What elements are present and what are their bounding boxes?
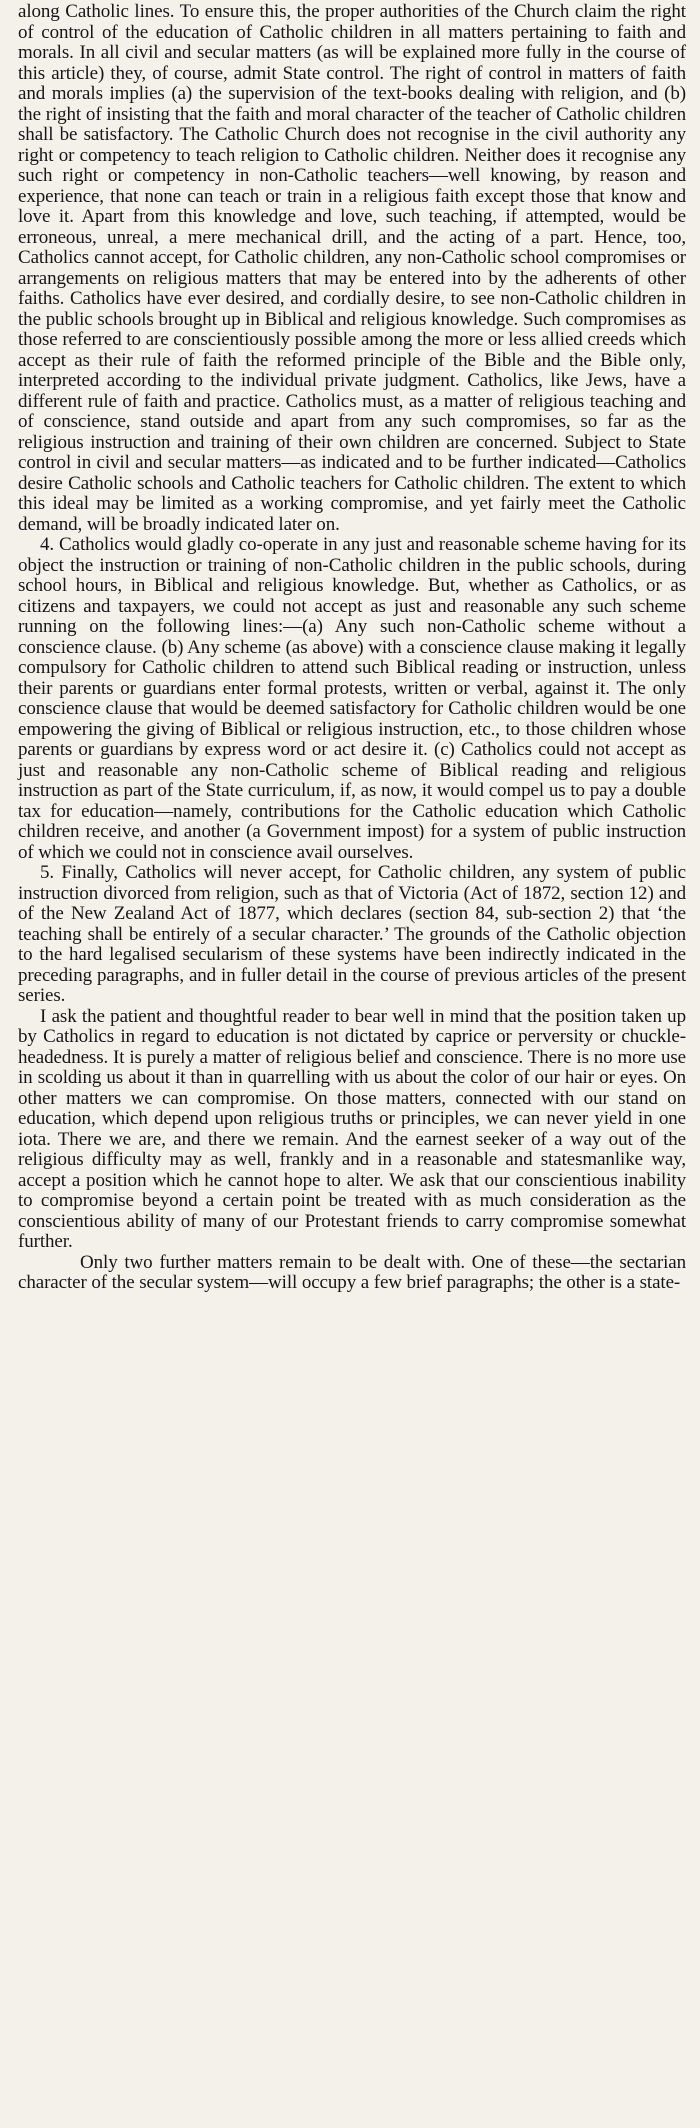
paragraph-religious-belief: I ask the patient and thoughtful reader to bear well in mind that the position taken up by Catholics in regard to education is not dictated by caprice or perversity or chuckle-headedness. It is purely a matter of religious belief and conscience. There is no more use in scolding us about it than in quarrelling with us about the color of our hair or eyes. On other matters we can compromise. On those matters, connected with our stand on education, which depend upon religious truths or principles, we can never yield in one iota. There we are, and there we remain. And the earnest seeker of a way out of the religious difficulty may as well, frankly and in a reasonable and statesmanlike way, accept a position which he cannot hope to alter. We ask that our conscientious inability to compromise beyond a certain point be treated with as much consideration as the conscientious ability of many of our Protestant friends to carry compromise somewhat further. xyxy=(18,1005,686,1252)
article-column xyxy=(18,2,686,1294)
paragraph-point-4: 4. Catholics would gladly co-operate in any just and reasonable scheme having for its object the instruction or training of non-Catholic children in the public schools, during school hours, in Biblical and religious knowledge. But, whether as Catholics, or as citizens and taxpayers, we could not accept as just and reasonable any such scheme running on the following lines:—(a) Any such non-Catholic scheme without a conscience clause. (b) Any scheme (as above) with a conscience clause making it legally compulsory for Catholic children to attend such Biblical reading or instruction, unless their parents or guardians enter formal protests, written or verbal, against it. The only conscience clause that would be deemed satisfactory for Catholic children would be one empowering the giving of Biblical or religious instruction, etc., to those children whose parents or guardians by express word or act desire it. (c) Catholics could not accept as just and reasonable any non-Catholic scheme of Biblical reading and religious instruction as part of the State curriculum, if, as now, it would compel us to pay a double tax for education—namely, contributions for the Catholic education which Catholic children receive, and another (a Government impost) for a system of public instruction of which we could not in conscience avail ourselves. xyxy=(18,534,686,863)
paragraph-further-matters: Only two further matters remain to be dealt with. One of these—the sectarian character of the secular system—will occupy a few brief paragraphs; the other is a state- xyxy=(18,1251,686,1293)
paragraph-catholic-control: along Catholic lines. To ensure this, the proper authorities of the Church claim the right of control of the education of Catholic children in all matters pertaining to faith and morals. In all civil and secular matters (as will be explained more fully in the course of this article) they, of course, admit State control. The right of control in matters of faith and morals implies (a) the supervision of the text-books dealing with religion, and (b) the right of insisting that the faith and moral character of the teacher of Catholic children shall be satisfactory. The Catholic Church does not recognise in the civil authority any right or competency to teach religion to Catholic children. Neither does it recognise any such right or competency in non-Catholic teachers—well knowing, by reason and experience, that none can teach or train in a religious faith except those that know and love it. Apart from this knowledge and love, such teaching, if attempted, would be erroneous, unreal, a mere mechanical drill, and the acting of a part. Hence, too, Catholics cannot accept, for Catholic children, any non-Catholic school compromises or arrangements on religious matters that may be entered into by the adherents of other faiths. Catholics have ever desired, and cordially desire, to see non-Catholic children in the public schools brought up in Biblical and religious knowledge. Such compromises as those referred to are conscientiously possible among the more or less allied creeds which accept as their rule of faith the reformed principle of the Bible and the Bible only, interpreted according to the individual private judgment. Catholics, like Jews, have a different rule of faith and practice. Catholics must, as a matter of religious teaching and of conscience, stand outside and apart from any such compromises, so far as the religious instruction and training of their own children are concerned. Subject to State control in civil and secular matters—as indicated and to be further indicated—Catholics desire Catholic schools and Catholic teachers for Catholic children. The extent to which this ideal may be limited as a working compromise, and yet fairly meet the Catholic demand, will be broadly indicated later on. xyxy=(18,1,686,535)
paragraph-point-5: 5. Finally, Catholics will never accept, for Catholic children, any system of public instruction divorced from religion, such as that of Victoria (Act of 1872, section 12) and of the New Zealand Act of 1877, which declares (section 84, sub-section 2) that ‘the teaching shall be entirely of a secular character.’ The grounds of the Catholic objection to the hard legalised secularism of these systems have been indirectly indicated in the preceding paragraphs, and in fuller detail in the course of previous articles of the present series. xyxy=(18,862,686,1006)
